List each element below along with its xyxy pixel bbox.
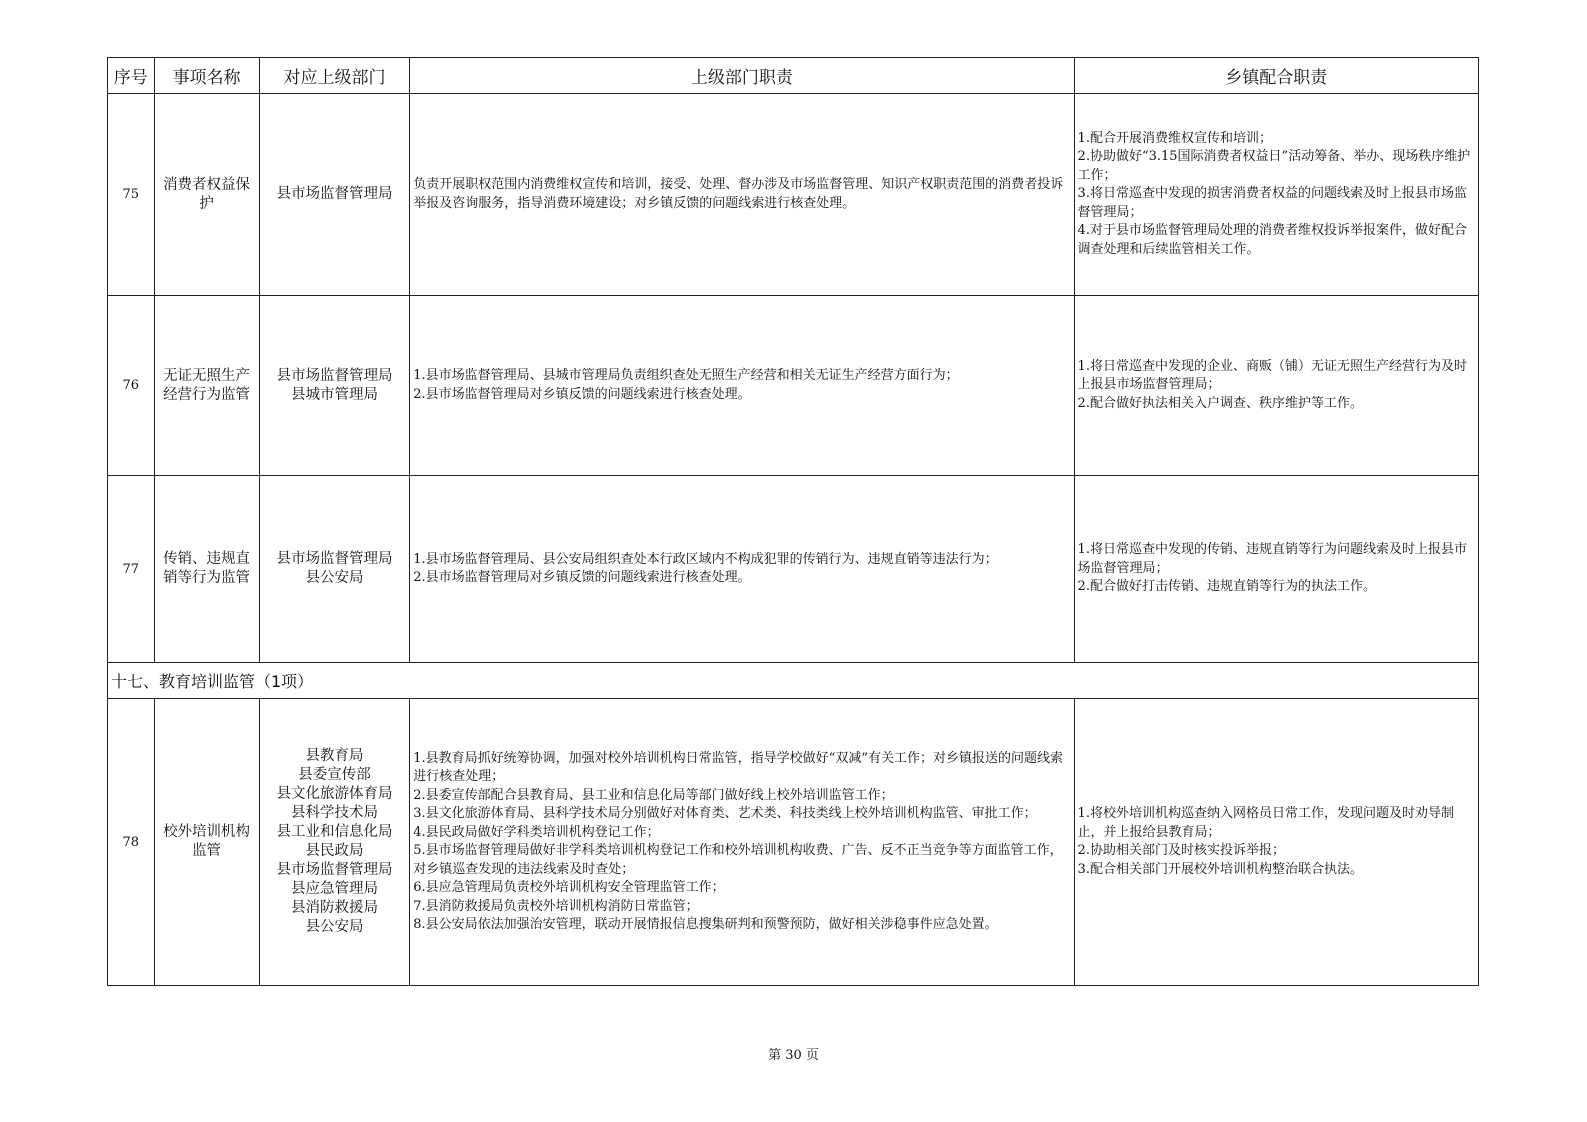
dept-line: 县教育局 (305, 748, 364, 764)
header-dept: 对应上级部门 (259, 58, 410, 94)
row-item-name: 传销、违规直销等行为监管 (154, 476, 259, 663)
dept-line: 县消防救援局 (290, 900, 378, 916)
row-dept (259, 94, 410, 296)
header-upper-duty: 上级部门职责 (410, 58, 1074, 94)
dept-line: 县城市管理局 (290, 386, 378, 403)
header-num: 序号 (108, 58, 155, 94)
row-item-name: 校外培训机构监管 (154, 699, 259, 986)
duty-line: 1.县教育局抓好统筹协调，加强对校外培训机构日常监管，指导学校做好“双减”有关工作；对乡镇报送的问题线索进行核查处理； (413, 750, 1063, 784)
duty-table (107, 57, 1479, 986)
table-row (108, 296, 1479, 476)
dept-line: 县公安局 (305, 570, 364, 586)
row-item-name: 消费者权益保护 (154, 94, 259, 296)
dept-line: 县应急管理局 (290, 881, 378, 897)
duty-line: 1.将日常巡查中发现的传销、违规直销等行为问题线索及时上报县市场监督管理局； (1077, 542, 1467, 576)
duty-line: 2.县市场监督管理局对乡镇反馈的问题线索进行核查处理。 (413, 570, 751, 585)
row-upper-duty (410, 476, 1074, 663)
duty-line: 4.对于县市场监督管理局处理的消费者维权投诉举报案件，做好配合调查处理和后续监管相关工作。 (1077, 223, 1467, 257)
table-row (108, 699, 1479, 986)
dept-line: 县工业和信息化局 (276, 824, 393, 840)
dept-line: 县市场监督管理局 (276, 186, 393, 202)
row-num: 77 (108, 476, 155, 663)
duty-line: 5.县市场监督管理局做好非学科类培训机构登记工作和校外培训机构收费、广告、反不正当竞争等方面监管工作，对乡镇巡查发现的违法线索及时查处； (413, 843, 1063, 877)
duty-line: 7.县消防救援局负责校外培训机构消防日常监管； (413, 898, 699, 914)
row-dept (259, 699, 410, 986)
table-row (108, 476, 1479, 663)
row-num: 78 (108, 699, 155, 986)
row-town-duty (1074, 699, 1478, 986)
duty-line: 2.配合做好打击传销、违规直销等行为的执法工作。 (1077, 579, 1376, 595)
duty-line: 4.县民政局做好学科类培训机构登记工作； (413, 824, 660, 840)
row-upper-duty (410, 699, 1074, 986)
duty-line: 1.配合开展消费维权宣传和培训； (1077, 130, 1272, 146)
duty-line: 2.协助相关部门及时核实投诉举报； (1077, 843, 1285, 858)
duty-line: 2.配合做好执法相关入户调查、秩序维护等工作。 (1077, 395, 1363, 411)
duty-line: 1.将日常巡查中发现的企业、商贩（铺）无证无照生产经营行为及时上报县市场监督管理局； (1077, 358, 1467, 393)
dept-line: 县科学技术局 (290, 805, 378, 821)
row-item-name: 无证无照生产经营行为监管 (154, 296, 259, 476)
dept-line: 县市场监督管理局 (276, 862, 393, 878)
duty-line: 6.县应急管理局负责校外培训机构安全管理监管工作； (413, 880, 725, 895)
duty-line: 3.县文化旅游体育局、县科学技术局分别做好对体育类、艺术类、科技类线上校外培训机构监管、审批工作； (413, 806, 1037, 821)
header-name: 事项名称 (154, 58, 259, 94)
section-title: 十七、教育培训监管（1项） (108, 663, 1479, 699)
header-row (108, 58, 1479, 94)
dept-line: 县公安局 (305, 919, 364, 935)
page-number: 第 30 页 (768, 1048, 819, 1063)
dept-line: 县委宣传部 (298, 767, 371, 783)
duty-line: 负责开展职权范围内消费维权宣传和培训，接受、处理、督办涉及市场监督管理、知识产权职责范围的消费者投诉举报及咨询服务，指导消费环境建设；对乡镇反馈的问题线索进行核查处理。 (413, 177, 1064, 211)
row-upper-duty (410, 296, 1074, 476)
duty-line: 1.县市场监督管理局、县城市管理局负责组织查处无照生产经营和相关无证生产经营方面行为； (413, 368, 959, 383)
row-num: 75 (108, 94, 155, 296)
dept-line: 县市场监督管理局 (276, 367, 393, 384)
duty-line: 1.将校外培训机构巡查纳入网格员日常工作，发现问题及时劝导制止，并上报给县教育局； (1077, 806, 1454, 840)
section-row (108, 663, 1479, 699)
duty-line: 3.配合相关部门开展校外培训机构整治联合执法。 (1077, 861, 1363, 877)
row-upper-duty (410, 94, 1074, 296)
row-num: 76 (108, 296, 155, 476)
row-dept (259, 296, 410, 476)
row-town-duty (1074, 94, 1478, 296)
row-dept (259, 476, 410, 663)
header-town-duty: 乡镇配合职责 (1074, 58, 1478, 94)
table-row (108, 94, 1479, 296)
dept-line: 县文化旅游体育局 (276, 786, 393, 802)
duty-line: 2.县市场监督管理局对乡镇反馈的问题线索进行核查处理。 (413, 386, 751, 402)
row-town-duty (1074, 476, 1478, 663)
dept-line: 县民政局 (305, 843, 364, 859)
row-town-duty (1074, 296, 1478, 476)
duty-line: 2.县委宣传部配合县教育局、县工业和信息化局等部门做好线上校外培训监管工作； (413, 787, 894, 803)
duty-line: 3.将日常巡查中发现的损害消费者权益的问题线索及时上报县市场监督管理局； (1077, 186, 1467, 220)
dept-line: 县市场监督管理局 (276, 551, 393, 567)
duty-line: 8.县公安局依法加强治安管理，联动开展情报信息搜集研判和预警预防，做好相关涉稳事件应急处置。 (413, 917, 998, 932)
duty-line: 2.协助做好“3.15国际消费者权益日”活动筹备、举办、现场秩序维护工作； (1077, 149, 1471, 183)
duty-line: 1.县市场监督管理局、县公安局组织查处本行政区域内不构成犯罪的传销行为、违规直销等违法行为； (413, 551, 998, 567)
